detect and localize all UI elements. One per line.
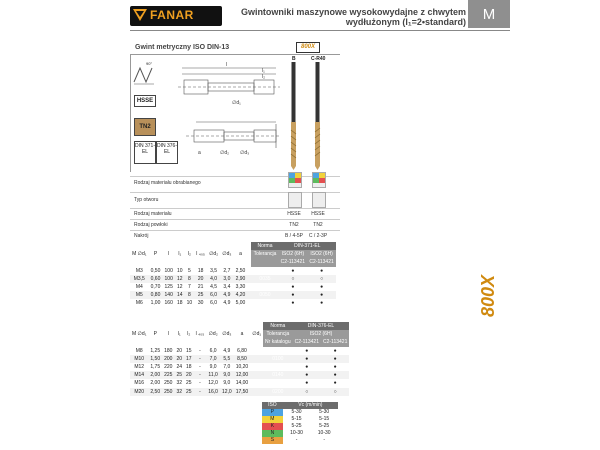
table-cell: 6,0	[207, 291, 220, 299]
vc-value-c: 5-15	[319, 416, 330, 422]
dim-label-l2: l₂	[262, 74, 266, 80]
table-cell: 32	[176, 380, 183, 387]
table-cell: 8	[185, 291, 195, 299]
vc-header: Vc (m/min)	[283, 402, 338, 409]
col-header: P	[153, 251, 158, 258]
catalog-number: 0060	[251, 299, 278, 307]
table-row	[130, 299, 336, 307]
table-cell: 25	[186, 388, 192, 395]
col-header: M ∅d₁	[132, 331, 147, 338]
table-cell	[250, 371, 263, 379]
table-cell: M4	[130, 283, 149, 291]
dim-label-l1: l₁	[262, 68, 265, 74]
page-title-line1: Gwintowniki maszynowe wysokowydajne z chwytem	[240, 7, 466, 17]
table-cell: 25	[176, 372, 183, 379]
dim-label-d2: ∅d₂	[220, 150, 230, 156]
table-cell: 7,0	[206, 355, 220, 363]
page-title-line2: wydłużonym (l₁=2•standard)	[345, 17, 466, 27]
norm-label-din376: DIN 376-EL	[156, 141, 178, 164]
material-icon-c	[312, 172, 326, 188]
col-header: ∅d₂	[208, 331, 218, 338]
section-tab-m: M	[468, 0, 510, 28]
vertical-logo-text: 800X	[478, 274, 498, 317]
material-icon-b	[288, 172, 302, 188]
table-cell: 5,00	[234, 299, 248, 307]
table-cell: 0,50	[149, 267, 163, 275]
section-title: Gwint metryczny ISO DIN-13	[135, 44, 230, 51]
catalog-number: 0050	[251, 291, 278, 299]
tolerance-c: ISO2 (6H)	[307, 250, 336, 258]
thread-angle-label: 90°	[146, 61, 153, 66]
availability-b: ○	[279, 275, 308, 283]
table-cell: M10	[130, 355, 148, 363]
catalog-number: 0100	[263, 355, 293, 363]
availability-c: ●	[307, 299, 336, 307]
table-cell: 0,80	[149, 291, 163, 299]
norm-label-din371: DIN 371-EL	[134, 141, 156, 164]
table-cell: 12,00	[235, 372, 249, 379]
iso-group: N	[262, 430, 283, 437]
table-cell: 20	[186, 372, 192, 379]
catalog-number: 0035	[251, 275, 278, 283]
iso-row	[262, 437, 338, 444]
table-cell: 0,60	[149, 275, 163, 283]
table-cell: -	[194, 355, 207, 363]
table-row	[130, 388, 349, 396]
availability-c: ●	[307, 283, 336, 291]
dim-label-a: a	[198, 150, 201, 156]
vc-value-c: 10-30	[317, 430, 331, 436]
property-label: Nakrój	[134, 233, 149, 239]
table-cell: 18	[194, 267, 207, 275]
col-header: a	[240, 331, 244, 338]
catalog-code-b: C2-113421	[294, 339, 319, 346]
property-label: Rodzaj materiału obrabianego	[134, 180, 201, 186]
table-cell: 14,00	[235, 380, 249, 387]
table-row	[130, 291, 336, 299]
availability-b: ●	[293, 371, 321, 379]
property-value-c: HSSE	[311, 211, 325, 217]
col-header: ∅d₂	[209, 251, 219, 258]
table-cell: 24	[176, 364, 183, 371]
table-cell: 30	[194, 299, 207, 307]
iso-group: P	[262, 409, 283, 416]
row-divider	[130, 176, 340, 177]
table-cell: 18	[186, 364, 192, 371]
vc-value-c: -	[323, 437, 326, 443]
iso-group: K	[262, 423, 283, 430]
table-cell: 7	[185, 283, 195, 291]
table-cell: 200	[164, 355, 173, 362]
table-cell: 21	[194, 283, 207, 291]
table-cell: 1,25	[150, 347, 161, 354]
column-header-c: C-R40	[311, 56, 326, 62]
table-cell: -	[194, 347, 207, 355]
iso-group: S	[262, 437, 283, 444]
catalog-number: 0030	[251, 267, 278, 275]
material-label-hsse: HSSE	[134, 95, 156, 107]
table-cell: 16,0	[208, 388, 218, 395]
table-cell: 20	[176, 355, 183, 362]
dim-label-l: l	[226, 62, 228, 68]
tap-image-b	[289, 62, 298, 170]
availability-c: ●	[307, 291, 336, 299]
table-cell: 10,20	[235, 364, 249, 371]
size-table-din371	[130, 242, 336, 308]
table-cell: 17	[186, 355, 192, 362]
norma-value: DIN-376-EL	[293, 322, 350, 330]
table-cell: 6,0	[207, 299, 220, 307]
table-cell: 9,0	[206, 363, 220, 371]
table-cell: 140	[162, 291, 174, 299]
iso-row	[262, 430, 338, 437]
table-cell: 180	[164, 347, 173, 354]
col-header: ∅d₁	[252, 331, 262, 338]
tolerance-b: ISO2 (6H)	[293, 330, 350, 338]
col-header: ∅d₃	[222, 251, 232, 258]
table-cell: 250	[164, 388, 173, 395]
table-cell: 5	[185, 267, 195, 275]
col-header: l₂	[187, 251, 191, 258]
catalog-number: 0040	[251, 283, 278, 291]
table-cell: 5,5	[220, 355, 234, 363]
table-cell: M3	[130, 267, 149, 275]
table-cell: 4,5	[207, 283, 220, 291]
table-cell: M5	[130, 291, 149, 299]
table-cell	[250, 363, 263, 371]
table-cell: 25	[194, 291, 207, 299]
table-cell: 4,9	[220, 299, 233, 307]
catalog-number: 0080	[263, 347, 293, 355]
frame-divider	[130, 54, 340, 55]
table-cell: 100	[162, 275, 174, 283]
table-cell: 4,20	[234, 291, 248, 299]
table-cell: 2,90	[234, 275, 248, 283]
column-header-b: B	[292, 56, 296, 62]
table-cell: 15	[186, 347, 192, 354]
property-value-c: C / 2-3P	[308, 233, 328, 239]
property-value-b: HSSE	[287, 211, 301, 217]
property-label: Typ otworu	[134, 197, 159, 203]
availability-c: ●	[321, 371, 349, 379]
availability-c: ●	[307, 267, 336, 275]
hole-type-icon-b	[288, 192, 302, 208]
table-cell: 25	[186, 380, 192, 387]
table-cell: 11,0	[206, 371, 220, 379]
table-cell: M8	[130, 347, 148, 355]
table-cell: 3,30	[234, 283, 248, 291]
availability-c: ●	[321, 379, 349, 387]
table-cell: -	[194, 388, 207, 396]
availability-c: ○	[307, 275, 336, 283]
frame-divider	[130, 54, 131, 172]
catalog-number: 0200	[263, 388, 293, 396]
row-divider	[130, 192, 340, 193]
table-cell: 6,0	[206, 347, 220, 355]
tolerance-label: Tolerancja	[251, 250, 278, 258]
table-row	[130, 355, 349, 363]
col-header: l₂	[187, 331, 191, 338]
table-cell: 17,50	[235, 388, 249, 395]
col-header: P	[153, 331, 157, 338]
iso-row	[262, 423, 338, 430]
table-cell: 225	[164, 372, 173, 379]
availability-b: ●	[279, 283, 308, 291]
property-value-b: B / 4-5P	[284, 233, 304, 239]
table-cell: 3,4	[220, 283, 233, 291]
table-cell: 2,7	[220, 267, 233, 275]
row-divider	[130, 208, 340, 209]
iso-row	[262, 416, 338, 423]
table-cell: M6	[130, 299, 149, 307]
col-header: l ₄₀₅	[195, 331, 205, 338]
norma-label: Norma	[263, 322, 293, 330]
availability-c: ●	[321, 347, 349, 355]
availability-b: ●	[293, 347, 321, 355]
availability-b: ●	[293, 379, 321, 387]
table-row	[130, 347, 349, 355]
table-cell: 12	[175, 283, 185, 291]
table-cell: 100	[162, 267, 174, 275]
table-cell: 12,0	[221, 388, 232, 395]
catalog-code-c: C2-113421	[323, 339, 348, 346]
col-header: M ∅d₁	[132, 251, 147, 258]
table-cell: 220	[164, 364, 173, 371]
dim-label-d1: ∅d₁	[232, 100, 241, 106]
table-cell: 18	[175, 299, 185, 307]
table-cell: 7,0	[220, 363, 234, 371]
property-label: Rodzaj powłoki	[134, 222, 168, 228]
table-cell: 12	[175, 275, 185, 283]
table-cell: 2,00	[150, 380, 161, 387]
brand-mark-icon	[133, 9, 147, 23]
col-header: l	[168, 251, 170, 258]
table-cell: M16	[130, 379, 148, 387]
availability-b: ●	[279, 299, 308, 307]
table-cell: 20	[176, 347, 183, 354]
table-row	[130, 371, 349, 379]
catalog-label: Nr katalogu	[265, 339, 291, 346]
table-cell	[250, 347, 263, 355]
table-cell: 160	[162, 299, 174, 307]
availability-c: ●	[321, 355, 349, 363]
vc-value-c: 5-30	[319, 409, 330, 415]
table-cell: 1,75	[150, 364, 161, 371]
iso-cutting-speed-table	[262, 402, 338, 444]
tolerance-label: Tolerancja	[263, 330, 293, 338]
table-cell: -	[194, 371, 207, 379]
table-cell	[250, 355, 263, 363]
table-cell: 10	[185, 299, 195, 307]
row-divider	[130, 219, 340, 220]
table-cell: 9,0	[220, 371, 234, 379]
table-row	[130, 379, 349, 387]
table-cell: 32	[176, 388, 183, 395]
catalog-code-b: C2-113421	[279, 258, 308, 266]
table-cell: 3,5	[207, 267, 220, 275]
vc-value-b: 5-25	[291, 423, 302, 429]
table-cell: M14	[130, 371, 148, 379]
iso-group: M	[262, 416, 283, 423]
table-row	[130, 267, 336, 275]
table-cell: M3,5	[130, 275, 149, 283]
tap-image-c	[313, 62, 322, 170]
property-label: Rodzaj materiału	[134, 211, 172, 217]
table-cell: 1,00	[149, 299, 163, 307]
iso-header: ISO	[262, 402, 283, 409]
table-cell: 14	[175, 291, 185, 299]
norma-label: Norma	[251, 242, 278, 250]
table-cell: 2,50	[234, 267, 248, 275]
tap-technical-drawing	[176, 56, 288, 168]
table-cell: 8	[185, 275, 195, 283]
property-value-b: TN2	[289, 222, 299, 228]
header-divider	[130, 30, 510, 31]
availability-c: ○	[321, 388, 349, 396]
col-header: l	[167, 331, 169, 338]
vertical-800x-logo	[470, 255, 502, 319]
col-header: l₁	[177, 331, 181, 338]
table-cell: 12,0	[208, 380, 218, 387]
table-cell: 4,9	[220, 347, 234, 355]
table-cell: 2,50	[150, 388, 161, 395]
table-cell: -	[194, 363, 207, 371]
table-cell: M20	[130, 388, 148, 396]
table-cell: 0,70	[149, 283, 163, 291]
catalog-number: 0140	[263, 371, 293, 379]
table-cell: 2,00	[150, 372, 161, 379]
catalog-code-c: C2-113421	[307, 258, 336, 266]
size-table-din376	[130, 322, 349, 396]
row-divider	[130, 230, 340, 231]
catalog-number: 0160	[263, 379, 293, 387]
col-header: a	[239, 251, 242, 258]
table-cell: 8,50	[234, 355, 251, 363]
availability-b: ○	[293, 388, 321, 396]
availability-b: ●	[279, 291, 308, 299]
availability-b: ●	[279, 267, 308, 275]
table-cell: 20	[194, 275, 207, 283]
col-header: l ₄₀₅	[196, 251, 205, 258]
table-cell: 4,9	[220, 291, 233, 299]
hole-type-icon-c	[312, 192, 326, 208]
table-cell: 4,0	[207, 275, 220, 283]
vc-value-b: -	[295, 437, 298, 443]
thread-profile-icon	[132, 62, 158, 88]
tolerance-b: ISO2 (6H)	[279, 250, 308, 258]
table-cell: 3,0	[220, 275, 233, 283]
availability-c: ●	[321, 363, 349, 371]
vc-value-b: 10-30	[290, 430, 303, 436]
norma-value: DIN-371-EL	[279, 242, 336, 250]
product-badge-800x: 800X	[296, 42, 320, 53]
table-cell: 250	[164, 380, 173, 387]
table-cell: -	[194, 379, 207, 387]
table-cell: 10	[175, 267, 185, 275]
table-cell	[250, 379, 263, 387]
property-value-c: TN2	[313, 222, 323, 228]
table-row	[130, 363, 349, 371]
table-cell: M12	[130, 363, 148, 371]
dim-label-d3: ∅d₃	[240, 150, 250, 156]
catalog-number: 0120	[263, 363, 293, 371]
table-cell	[250, 388, 263, 396]
vc-value-c: 5-25	[319, 423, 330, 429]
availability-b: ●	[293, 363, 321, 371]
col-header: ∅d₃	[222, 331, 232, 338]
vc-value-b: 5-30	[291, 409, 302, 415]
brand-name: FANAR	[150, 8, 194, 22]
availability-b: ●	[293, 355, 321, 363]
iso-row	[262, 409, 338, 416]
table-cell: 9,0	[220, 379, 234, 387]
table-cell: 1,50	[150, 355, 161, 362]
table-row	[130, 275, 336, 283]
table-row	[130, 283, 336, 291]
table-cell: 125	[162, 283, 174, 291]
table-cell: 6,80	[234, 347, 251, 355]
col-header: l₁	[178, 251, 182, 258]
coating-label-tn2: TN2	[134, 118, 156, 136]
vc-value-b: 5-15	[291, 416, 302, 422]
